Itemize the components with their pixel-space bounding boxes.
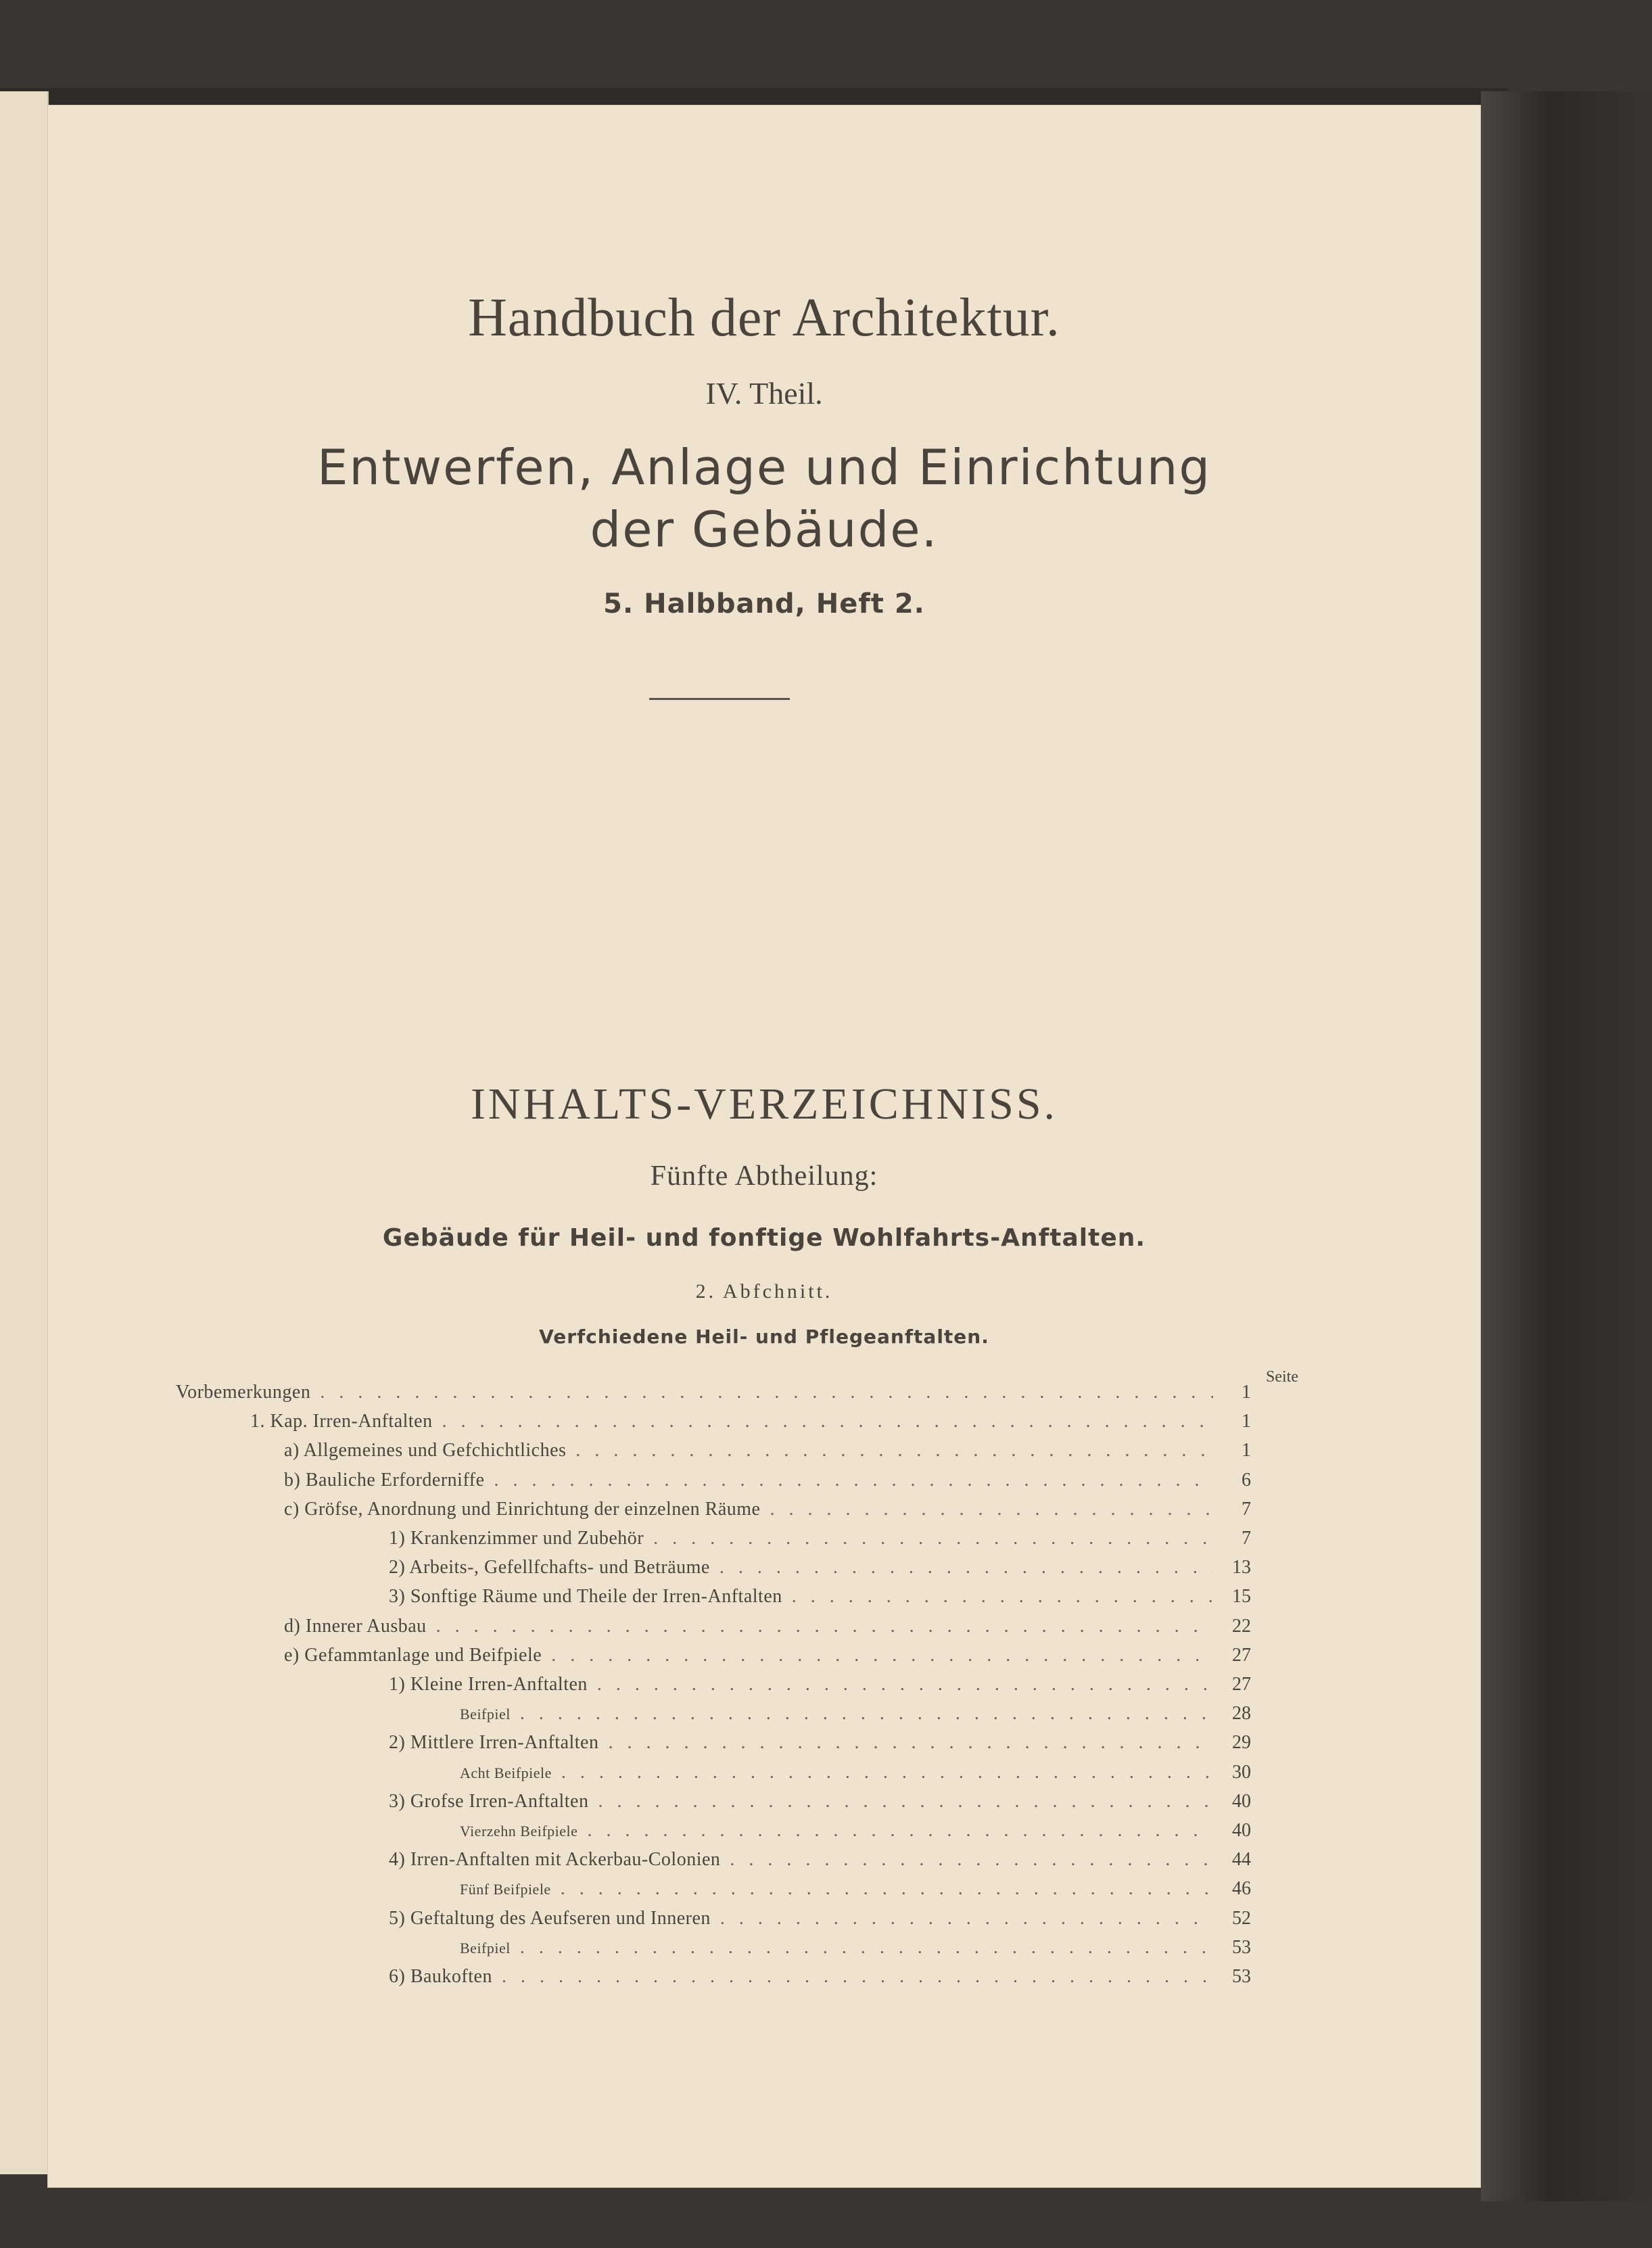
division-label: Fünfte Abtheilung: [650, 1161, 878, 1192]
toc-entry [284, 1470, 1251, 1497]
toc-entry-page: 40 [1232, 1790, 1251, 1812]
toc-entry-page: 13 [1232, 1557, 1251, 1578]
toc-entry-label: 2) Arbeits-, Gefellfchafts- und Beträume [389, 1557, 710, 1578]
toc-entry-label: 6) Baukoften [389, 1966, 492, 1987]
dot-leader [436, 1616, 1213, 1637]
toc-entry-page: 15 [1232, 1586, 1251, 1608]
toc-entry-label: Beifpiel [460, 1706, 511, 1723]
part-number: IV. Theil. [705, 376, 823, 411]
dot-leader [320, 1382, 1213, 1403]
toc-entry-page: 53 [1232, 1936, 1251, 1958]
toc-entry-label: d) Innerer Ausbau [284, 1615, 427, 1637]
toc-entry-page: 44 [1232, 1849, 1251, 1871]
section-title: Verfchiedene Heil- und Pflegeanftalten. [539, 1326, 989, 1348]
toc-entry-label: 4) Irren-Anftalten mit Ackerbau-Colonien [389, 1849, 721, 1871]
dot-leader [653, 1528, 1213, 1549]
toc-entry-page: 29 [1232, 1732, 1251, 1754]
toc-entry-label: 3) Grofse Irren-Anftalten [389, 1790, 589, 1812]
dot-leader [719, 1557, 1213, 1578]
toc-entry [389, 1849, 1251, 1876]
toc-entry-label: 1) Krankenzimmer und Zubehör [389, 1528, 644, 1549]
subject-line-1: Entwerfen, Anlage und Einrichtung [316, 439, 1212, 496]
toc-entry-label: 5) Geftaltung des Aeufseren und Inneren [389, 1907, 711, 1929]
toc-entry-label: 1. Kap. Irren-Anftalten [250, 1411, 433, 1432]
toc-entry-page: 30 [1232, 1761, 1251, 1783]
toc-entry-page: 53 [1232, 1966, 1251, 1987]
page-column-label: Seite [1266, 1368, 1298, 1386]
dot-leader [561, 1762, 1213, 1783]
title-page [47, 105, 1481, 2188]
toc-entry [250, 1411, 1251, 1438]
toc-entry-page: 46 [1232, 1878, 1251, 1900]
toc-entry [176, 1382, 1251, 1409]
toc-entry [389, 1966, 1251, 1993]
dot-leader [520, 1937, 1213, 1959]
toc-entry [460, 1878, 1251, 1905]
dot-leader [494, 1470, 1213, 1491]
dot-leader [520, 1703, 1213, 1725]
toc-entry [284, 1440, 1251, 1467]
subject-title [47, 436, 1481, 561]
dot-leader [720, 1908, 1213, 1929]
dot-leader [587, 1820, 1213, 1842]
toc-entry [460, 1937, 1251, 1964]
dot-leader [598, 1791, 1213, 1812]
toc-entry-label: a) Allgemeines und Gefchichtliches [284, 1440, 567, 1461]
toc-entry-label: c) Gröfse, Anordnung und Einrichtung der einzelnen Räume [284, 1498, 761, 1520]
toc-entry-label: Beifpiel [460, 1939, 511, 1957]
toc-entry [389, 1732, 1251, 1759]
toc-entry-page: 22 [1232, 1615, 1251, 1637]
toc-entry-page: 6 [1242, 1469, 1251, 1491]
toc-entry [389, 1528, 1251, 1555]
toc-entry-label: e) Gefammtanlage und Beifpiele [284, 1644, 542, 1666]
toc-entry [284, 1616, 1251, 1643]
toc-entry [460, 1703, 1251, 1730]
toc-entry-label: Acht Beifpiele [460, 1764, 552, 1781]
toc-entry-label: 3) Sonftige Räume und Theile der Irren-Anftalten [389, 1586, 782, 1608]
toc-entry [389, 1586, 1251, 1613]
toc-entry-label: 2) Mittlere Irren-Anftalten [389, 1732, 599, 1754]
toc-entry-page: 1 [1242, 1382, 1251, 1403]
dot-leader [502, 1966, 1213, 1988]
toc-entry-page: 27 [1232, 1644, 1251, 1666]
dot-leader [575, 1440, 1213, 1461]
toc-entry-page: 1 [1242, 1440, 1251, 1461]
series-title: Handbuch der Architektur. [468, 288, 1060, 348]
toc-entry-page: 40 [1232, 1820, 1251, 1841]
section-label: 2. Abfchnitt. [695, 1280, 833, 1303]
toc-entry-page: 52 [1232, 1907, 1251, 1929]
dot-leader [608, 1732, 1213, 1754]
book-top-edge [0, 88, 1508, 107]
toc-entry-page: 1 [1242, 1411, 1251, 1432]
toc-entry [389, 1557, 1251, 1584]
divider-rule [649, 698, 790, 700]
subject-line-2: der Gebäude. [590, 501, 939, 558]
toc-entry-label: Vorbemerkungen [176, 1382, 311, 1403]
toc-entry [284, 1499, 1251, 1526]
toc-entry [284, 1645, 1251, 1672]
dot-leader [730, 1849, 1213, 1871]
toc-entry [460, 1762, 1251, 1789]
toc-title: INHALTS-VERZEICHNISS. [470, 1079, 1058, 1129]
dot-leader [561, 1878, 1213, 1900]
dot-leader [597, 1674, 1213, 1695]
facing-page-edge [0, 91, 49, 2174]
toc-entry [460, 1820, 1251, 1847]
dot-leader [442, 1411, 1213, 1432]
toc-entry-label: Vierzehn Beifpiele [460, 1823, 578, 1840]
dot-leader [551, 1645, 1213, 1666]
volume-label: 5. Halbband, Heft 2. [603, 588, 925, 619]
dot-leader [792, 1586, 1213, 1608]
toc-entry-page: 7 [1242, 1498, 1251, 1520]
toc-entry-label: Fünf Beifpiele [460, 1881, 551, 1898]
toc-entry [389, 1908, 1251, 1935]
division-title: Gebäude für Heil- und fonftige Wohlfahrts-Anftalten. [382, 1224, 1146, 1252]
toc-entry [389, 1791, 1251, 1818]
toc-entry-label: 1) Kleine Irren-Anftalten [389, 1674, 588, 1695]
toc-entry-page: 27 [1232, 1674, 1251, 1695]
dot-leader [770, 1499, 1213, 1520]
toc-entry [389, 1674, 1251, 1701]
toc-entry-page: 7 [1242, 1528, 1251, 1549]
book-cover-edge [1481, 91, 1652, 2201]
toc-entry-label: b) Bauliche Erforderniffe [284, 1469, 485, 1491]
toc-entry-page: 28 [1232, 1703, 1251, 1725]
